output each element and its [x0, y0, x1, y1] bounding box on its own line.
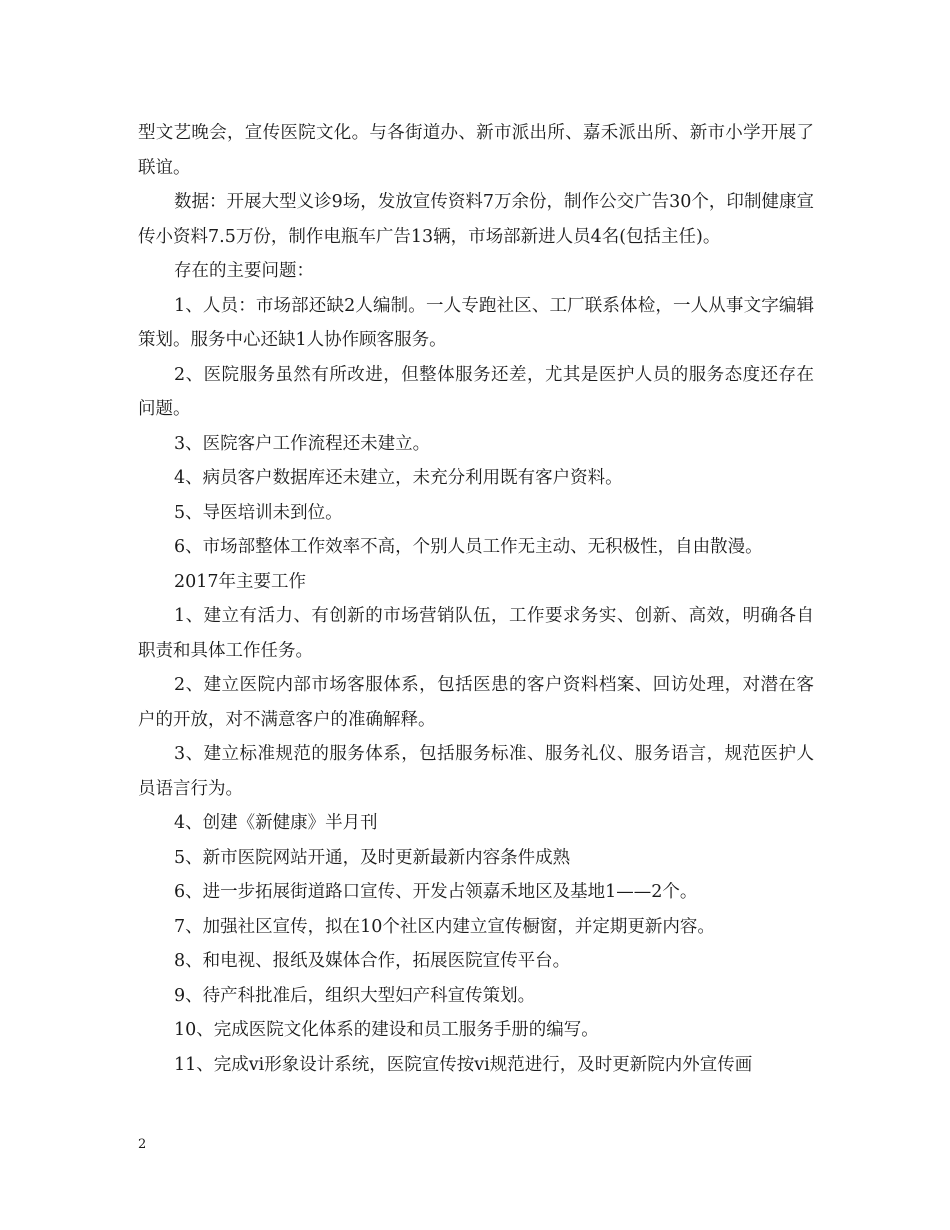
work-item-1: 1、建立有活力、有创新的市场营销队伍，工作要求务实、创新、高效，明确各自职责和具体工作任务。 [138, 606, 814, 661]
work-item-11: 11、完成vi形象设计系统，医院宣传按vi规范进行，及时更新院内外宣传画 [174, 1054, 753, 1075]
paragraph-problems-heading: 存在的主要问题： [174, 261, 314, 281]
work-item-3: 3、建立标准规范的服务体系，包括服务标准、服务礼仪、服务语言，规范医护人员语言行为。 [138, 744, 814, 799]
work-item-7: 7、加强社区宣传，拟在10个社区内建立宣传橱窗，并定期更新内容。 [174, 916, 715, 937]
work-item-8: 8、和电视、报纸及媒体合作，拓展医院宣传平台。 [174, 951, 571, 971]
paragraph-1: 型文艺晚会，宣传医院文化。与各街道办、新市派出所、嘉禾派出所、新市小学开展了联谊。 [138, 123, 814, 178]
work-item-9: 9、待产科批准后，组织大型妇产科宣传策划。 [174, 985, 536, 1006]
problem-item-4: 4、病员客户数据库还未建立，未充分利用既有客户资料。 [174, 468, 623, 488]
paragraph-data-summary: 数据：开展大型义诊9场，发放宣传资料7万余份，制作公交广告30个，印制健康宣传小资料7.5万份，制作电瓶车广告13辆，市场部新进人员4名(包括主任)。 [138, 192, 814, 247]
work-plan-heading: 2017年主要工作 [174, 571, 307, 592]
work-item-10: 10、完成医院文化体系的建设和员工服务手册的编写。 [174, 1020, 599, 1040]
work-item-4: 4、创建《新健康》半月刊 [174, 813, 378, 833]
work-item-5: 5、新市医院网站开通，及时更新最新内容条件成熟 [174, 847, 571, 868]
page-number: 2 [138, 1137, 147, 1152]
problem-item-3: 3、医院客户工作流程还未建立。 [174, 433, 431, 454]
work-item-2: 2、建立医院内部市场客服体系，包括医患的客户资料档案、回访处理，对潜在客户的开放，对不满意客户的准确解释。 [138, 675, 814, 730]
problem-item-1: 1、人员：市场部还缺2人编制。一人专跑社区、工厂联系体检，一人从事文字编辑策划。服务中心还缺1人协作顾客服务。 [138, 295, 814, 350]
problem-item-5: 5、导医培训未到位。 [174, 502, 343, 523]
problem-item-2: 2、医院服务虽然有所改进，但整体服务还差，尤其是医护人员的服务态度还存在问题。 [138, 364, 814, 419]
document-body [138, 116, 814, 1082]
problem-item-6: 6、市场部整体工作效率不高，个别人员工作无主动、无积极性，自由散漫。 [174, 537, 763, 557]
work-item-6: 6、进一步拓展街道路口宣传、开发占领嘉禾地区及基地1——2个。 [174, 882, 698, 902]
